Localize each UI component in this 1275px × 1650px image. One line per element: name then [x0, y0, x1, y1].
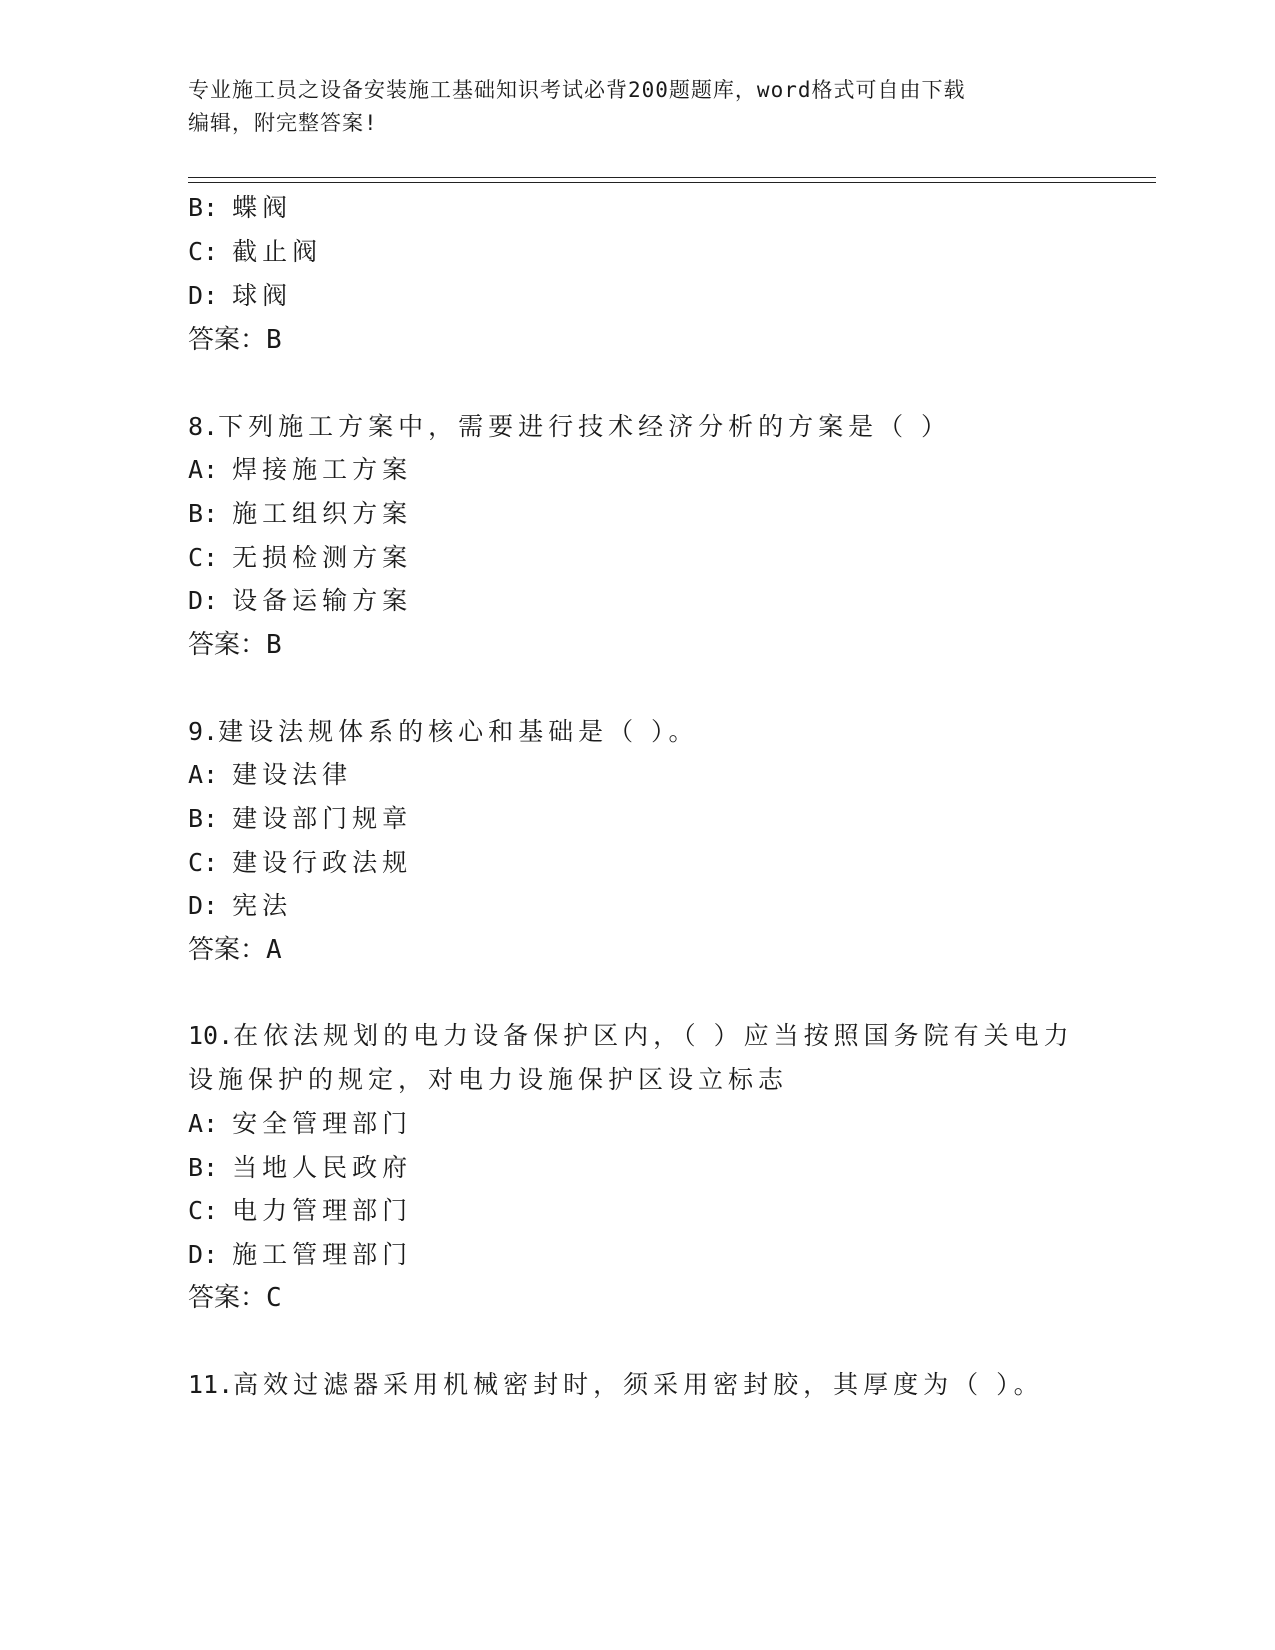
question-stem: [188, 1021, 1074, 1051]
option-tag: C:: [188, 848, 219, 877]
option-text: 焊接施工方案: [232, 455, 413, 484]
question-number: 10.: [188, 1021, 234, 1050]
question-text: 下列施工方案中，需要进行技术经济分析的方案是（ ）: [218, 412, 952, 441]
option-a: [188, 760, 352, 790]
header-title-line-2: 编辑，附完整答案!: [188, 111, 378, 135]
option-text: 宪法: [232, 891, 293, 920]
option-text: 建设部门规章: [232, 804, 413, 833]
question-number: 8.: [188, 412, 219, 441]
option-text: 球阀: [232, 281, 293, 310]
document-header: [188, 74, 1088, 140]
option-tag: B:: [188, 804, 219, 833]
question-text: 在依法规划的电力设备保护区内，（ ）应当按照国务院有关电力: [233, 1021, 1074, 1050]
option-tag: B:: [188, 1153, 219, 1182]
option-a: [188, 455, 412, 485]
option-b: [188, 193, 292, 223]
option-text: 当地人民政府: [232, 1153, 413, 1182]
option-text: 截止阀: [232, 237, 323, 266]
option-b: [188, 1153, 412, 1183]
option-tag: B:: [188, 499, 219, 528]
option-b: [188, 499, 412, 529]
option-text: 安全管理部门: [232, 1109, 413, 1138]
option-c: [188, 848, 412, 878]
option-text: 建设法律: [232, 760, 353, 789]
option-tag: D:: [188, 281, 219, 310]
option-d: [188, 1240, 412, 1270]
option-tag: A:: [188, 1109, 219, 1138]
answer-line: [188, 325, 282, 355]
option-d: [188, 891, 292, 921]
option-tag: B:: [188, 193, 219, 222]
answer-value: B: [266, 630, 282, 660]
answer-label: 答案：: [188, 630, 267, 660]
option-d: [188, 586, 412, 616]
question-number: 9.: [188, 717, 219, 746]
option-b: [188, 804, 412, 834]
answer-value: C: [266, 1283, 282, 1313]
answer-line: [188, 630, 282, 660]
option-c: [188, 1196, 412, 1226]
option-d: [188, 281, 292, 311]
answer-value: A: [266, 935, 282, 965]
option-c: [188, 237, 322, 267]
option-tag: A:: [188, 760, 219, 789]
option-text: 施工组织方案: [232, 499, 413, 528]
option-tag: D:: [188, 1240, 219, 1269]
question-number: 11.: [188, 1370, 234, 1399]
question-stem: [188, 1370, 1044, 1400]
option-tag: A:: [188, 455, 219, 484]
option-text: 建设行政法规: [232, 848, 413, 877]
header-title-line-1: 专业施工员之设备安装施工基础知识考试必背200题题库，word格式可自由下载: [188, 78, 966, 102]
option-text: 蝶阀: [232, 193, 293, 222]
answer-line: [188, 935, 282, 965]
option-tag: C:: [188, 543, 219, 572]
answer-label: 答案：: [188, 1283, 267, 1313]
option-tag: C:: [188, 1196, 219, 1225]
header-divider-top: [188, 177, 1156, 178]
question-stem-continuation: [188, 1065, 788, 1095]
option-text: 电力管理部门: [232, 1196, 413, 1225]
option-tag: C:: [188, 237, 219, 266]
question-text: 高效过滤器采用机械密封时，须采用密封胶，其厚度为（ ）。: [233, 1370, 1044, 1399]
header-divider-bottom: [188, 182, 1156, 183]
answer-label: 答案：: [188, 935, 267, 965]
question-text: 设施保护的规定，对电力设施保护区设立标志: [188, 1065, 789, 1094]
option-text: 设备运输方案: [232, 586, 413, 615]
answer-value: B: [266, 325, 282, 355]
option-text: 无损检测方案: [232, 543, 413, 572]
option-a: [188, 1109, 412, 1139]
question-stem: [188, 717, 699, 747]
answer-label: 答案：: [188, 325, 267, 355]
option-tag: D:: [188, 891, 219, 920]
question-text: 建设法规体系的核心和基础是（ ）。: [218, 717, 699, 746]
question-stem: [188, 412, 951, 442]
option-text: 施工管理部门: [232, 1240, 413, 1269]
option-tag: D:: [188, 586, 219, 615]
answer-line: [188, 1283, 282, 1313]
option-c: [188, 543, 412, 573]
